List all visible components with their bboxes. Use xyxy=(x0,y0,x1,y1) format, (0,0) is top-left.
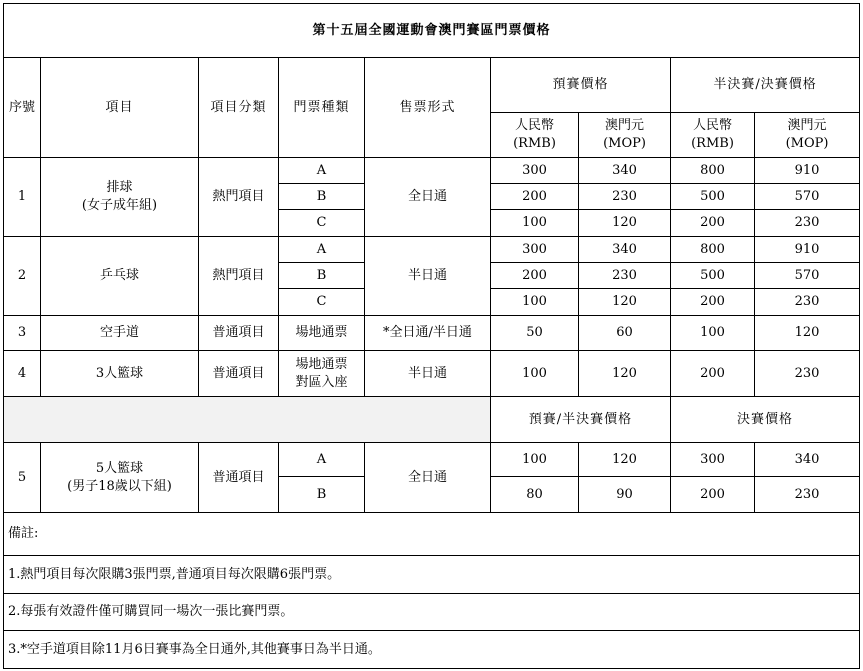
table-row xyxy=(4,351,860,397)
ticket-type: A xyxy=(279,237,365,263)
header-no: 序號 xyxy=(4,58,41,158)
header-category: 項目分類 xyxy=(199,58,279,158)
row-no: 1 xyxy=(4,158,41,237)
row-no: 5 xyxy=(4,443,41,513)
price-cell: 230 xyxy=(579,184,671,210)
ticket-type: A xyxy=(279,443,365,477)
price-cell: 60 xyxy=(579,316,671,351)
price-cell: 340 xyxy=(579,237,671,263)
price-cell: 50 xyxy=(491,316,579,351)
price-cell: 570 xyxy=(755,184,860,210)
sub-header-final-price: 決賽價格 xyxy=(671,397,860,443)
row-event: 乒乓球 xyxy=(41,237,199,316)
price-cell: 300 xyxy=(491,158,579,184)
note-item: 2.每張有效證件僅可購買同一場次一張比賽門票。 xyxy=(4,594,860,631)
price-cell: 100 xyxy=(491,289,579,316)
row-event: 5人籃球 (男子18歲以下組) xyxy=(41,443,199,513)
price-cell: 120 xyxy=(579,351,671,397)
price-cell: 90 xyxy=(579,477,671,513)
row-sale-type: *全日通/半日通 xyxy=(365,316,491,351)
price-cell: 230 xyxy=(755,289,860,316)
table-row xyxy=(4,443,860,477)
header-prelim-mop: 澳門元 (MOP) xyxy=(579,113,671,158)
row-event: 排球 (女子成年組) xyxy=(41,158,199,237)
header-sale-type: 售票形式 xyxy=(365,58,491,158)
row-sale-type: 半日通 xyxy=(365,351,491,397)
price-cell: 300 xyxy=(671,443,755,477)
header-semi-final-price: 半決賽/決賽價格 xyxy=(671,58,860,113)
price-cell: 120 xyxy=(579,289,671,316)
table-row xyxy=(4,237,860,263)
row-category: 普通項目 xyxy=(199,443,279,513)
ticket-type: A xyxy=(279,158,365,184)
price-cell: 100 xyxy=(491,210,579,237)
row-category: 普通項目 xyxy=(199,316,279,351)
price-cell: 200 xyxy=(491,184,579,210)
sub-header-prelim-semi-price: 預賽/半決賽價格 xyxy=(491,397,671,443)
price-cell: 120 xyxy=(579,210,671,237)
header-event: 項目 xyxy=(41,58,199,158)
row-sale-type: 全日通 xyxy=(365,158,491,237)
price-cell: 340 xyxy=(755,443,860,477)
price-cell: 230 xyxy=(755,351,860,397)
ticket-type: B xyxy=(279,263,365,289)
row-no: 4 xyxy=(4,351,41,397)
sub-header-row xyxy=(4,397,860,443)
price-cell: 230 xyxy=(755,210,860,237)
price-cell: 100 xyxy=(491,351,579,397)
table-title: 第十五屆全國運動會澳門賽區門票價格 xyxy=(4,4,860,58)
row-event: 3人籃球 xyxy=(41,351,199,397)
ticket-price-table xyxy=(3,3,860,669)
ticket-type: B xyxy=(279,184,365,210)
ticket-type: 場地通票 對區入座 xyxy=(279,351,365,397)
price-cell: 230 xyxy=(755,477,860,513)
price-cell: 200 xyxy=(671,210,755,237)
price-cell: 100 xyxy=(671,316,755,351)
price-cell: 500 xyxy=(671,263,755,289)
header-prelim-price: 預賽價格 xyxy=(491,58,671,113)
price-cell: 120 xyxy=(579,443,671,477)
price-cell: 570 xyxy=(755,263,860,289)
price-cell: 80 xyxy=(491,477,579,513)
table-row xyxy=(4,316,860,351)
row-category: 熱門項目 xyxy=(199,158,279,237)
note-item: 3.*空手道項目除11月6日賽事為全日通外,其他賽事日為半日通。 xyxy=(4,631,860,669)
header-ticket-type: 門票種類 xyxy=(279,58,365,158)
row-sale-type: 全日通 xyxy=(365,443,491,513)
header-final-rmb: 人民幣 (RMB) xyxy=(671,113,755,158)
table-row xyxy=(4,158,860,184)
price-cell: 500 xyxy=(671,184,755,210)
price-cell: 200 xyxy=(671,289,755,316)
price-cell: 120 xyxy=(755,316,860,351)
row-sale-type: 半日通 xyxy=(365,237,491,316)
price-cell: 910 xyxy=(755,158,860,184)
row-event: 空手道 xyxy=(41,316,199,351)
price-cell: 300 xyxy=(491,237,579,263)
price-cell: 200 xyxy=(491,263,579,289)
ticket-type: C xyxy=(279,210,365,237)
row-no: 3 xyxy=(4,316,41,351)
price-cell: 800 xyxy=(671,158,755,184)
header-prelim-rmb: 人民幣 (RMB) xyxy=(491,113,579,158)
row-category: 普通項目 xyxy=(199,351,279,397)
ticket-type: 場地通票 xyxy=(279,316,365,351)
row-category: 熱門項目 xyxy=(199,237,279,316)
ticket-type: B xyxy=(279,477,365,513)
price-cell: 800 xyxy=(671,237,755,263)
price-cell: 230 xyxy=(579,263,671,289)
price-cell: 200 xyxy=(671,477,755,513)
ticket-type: C xyxy=(279,289,365,316)
header-final-mop: 澳門元 (MOP) xyxy=(755,113,860,158)
row-no: 2 xyxy=(4,237,41,316)
price-cell: 200 xyxy=(671,351,755,397)
note-item: 1.熱門項目每次限購3張門票,普通項目每次限購6張門票。 xyxy=(4,556,860,594)
price-cell: 100 xyxy=(491,443,579,477)
price-cell: 910 xyxy=(755,237,860,263)
price-cell: 340 xyxy=(579,158,671,184)
notes-label: 備註: xyxy=(4,513,860,556)
sub-header-blank xyxy=(4,397,491,443)
